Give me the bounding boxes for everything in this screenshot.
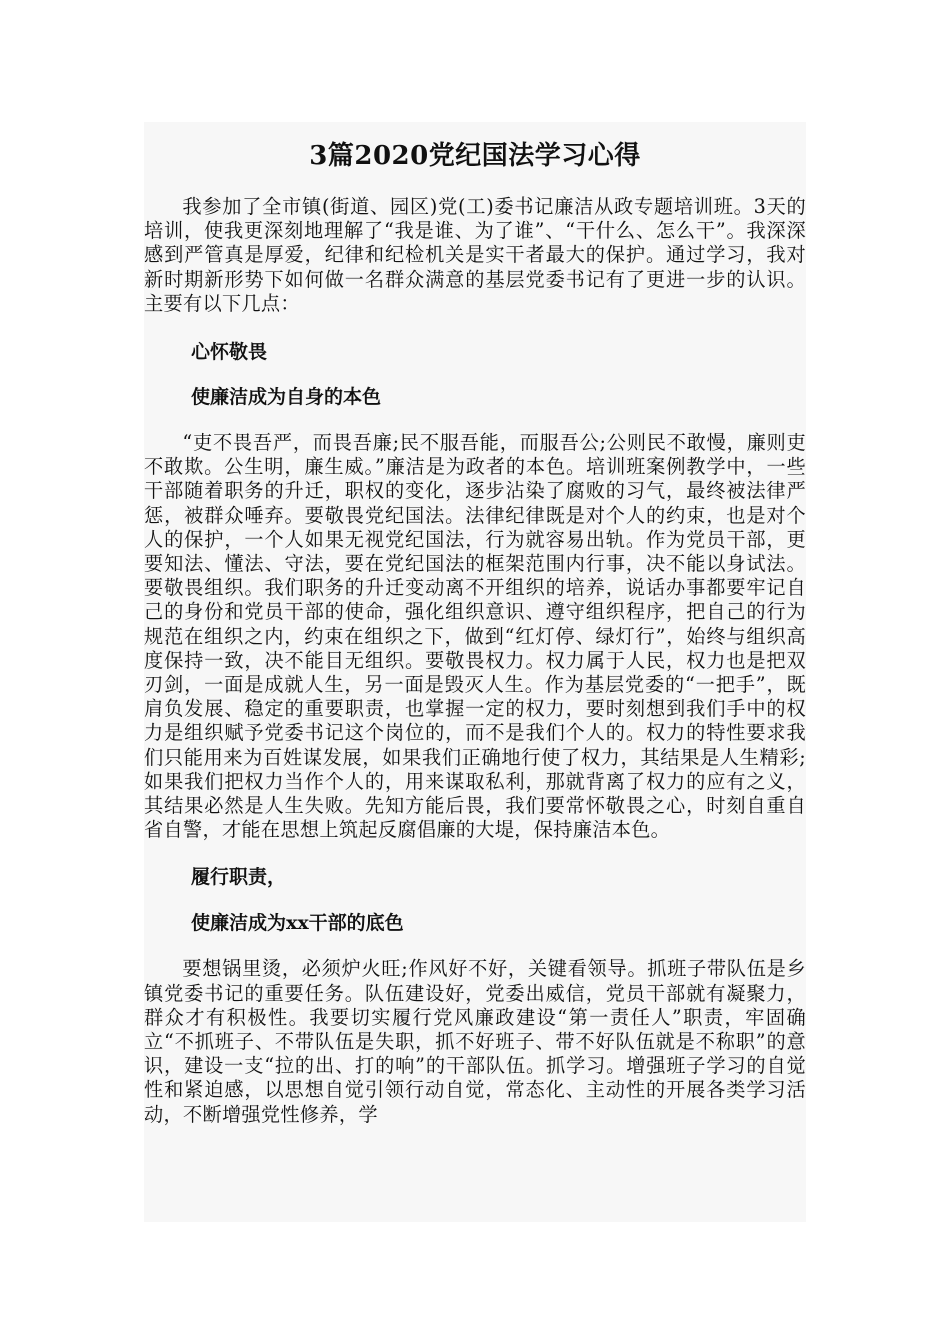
section-heading-awe: 心怀敬畏 <box>191 341 268 364</box>
paragraph-duties-body: 要想锅里烫，必须炉火旺;作风好不好，关键看领导。抓班子带队伍是乡镇党委书记的重要任务。队伍建设好，党委出威信，党员干部就有凝聚力，群众才有积极性。我要切实履行党风廉政建设“第一责任人”职责，牢固确立“不抓班子、不带队伍是失职，抓不好班子、带不好队伍就是不称职”的意识，建设一支“拉的出、打的响”的干部队伍。抓学习。增强班子学习的自觉性和紧迫感，以思想自觉引领行动自觉，常态化、主动性的开展各类学习活动，不断增强党性修养，学 <box>144 957 806 1126</box>
document-title: 3篇2020党纪国法学习心得 <box>309 141 641 171</box>
document-page <box>144 122 806 1222</box>
paragraph-awe-body: “吏不畏吾严，而畏吾廉;民不服吾能，而服吾公;公则民不敢慢，廉则吏不敢欺。公生明，廉生威。”廉洁是为政者的本色。培训班案例教学中，一些干部随着职务的升迁，职权的变化，逐步沾染了腐败的习气，最终被法律严惩，被群众唾弃。要敬畏党纪国法。法律纪律既是对个人的约束，也是对个人的保护，一个人如果无视党纪国法，行为就容易出轨。作为党员干部，更要知法、懂法、守法，要在党纪国法的框架范围内行事，决不能以身试法。要敬畏组织。我们职务的升迁变动离不开组织的培养，说话办事都要牢记自己的身份和党员干部的使命，强化组织意识、遵守组织程序，把自己的行为规范在组织之内，约束在组织之下，做到“红灯停、绿灯行”，始终与组织高度保持一致，决不能目无组织。要敬畏权力。权力属于人民，权力也是把双刃剑，一面是成就人生，另一面是毁灭人生。作为基层党委的“一把手”，既肩负发展、稳定的重要职责，也掌握一定的权力，要时刻想到我们手中的权力是组织赋予党委书记这个岗位的，而不是我们个人的。权力的特性要求我们只能用来为百姓谋发展，如果我们正确地行使了权力，其结果是人生精彩;如果我们把权力当作个人的，用来谋取私利，那就背离了权力的应有之义，其结果必然是人生失败。先知方能后畏，我们要常怀敬畏之心，时刻自重自省自警，才能在思想上筑起反腐倡廉的大堤，保持廉洁本色。 <box>144 431 806 842</box>
section-heading-duties: 履行职责， <box>191 866 287 889</box>
paragraph-intro: 我参加了全市镇(街道、园区)党(工)委书记廉洁从政专题培训班。3天的培训，使我更深刻地理解了“我是谁、为了谁”、“干什么、怎么干”。我深深感到严管真是厚爱，纪律和纪检机关是实干者最大的保护。通过学习，我对新时期新形势下如何做一名群众满意的基层党委书记有了更进一步的认识。主要有以下几点： <box>144 195 806 315</box>
section-subheading-integrity-cadre: 使廉洁成为xx干部的底色 <box>191 912 404 935</box>
section-subheading-integrity-self: 使廉洁成为自身的本色 <box>191 386 382 409</box>
